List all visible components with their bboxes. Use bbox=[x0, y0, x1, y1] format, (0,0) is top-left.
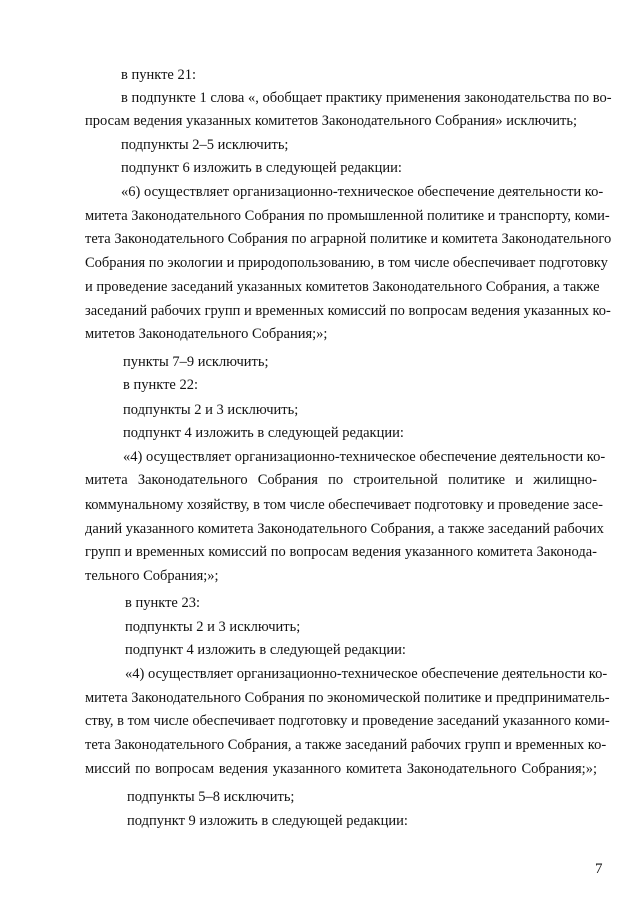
text-line: даний указанного комитета Законодательного Собрания, а также заседаний рабочих bbox=[85, 521, 604, 537]
text-line: подпункт 6 изложить в следующей редакции: bbox=[121, 160, 402, 176]
text-line: тельного Собрания;»; bbox=[85, 568, 219, 584]
text-line: и проведение заседаний указанных комитетов Законодательного Собрания, а также bbox=[85, 279, 600, 295]
text-line: митета Законодательного Собрания по промышленной политике и транспорту, коми- bbox=[85, 208, 610, 224]
text-line: ству, в том числе обеспечивает подготовку и проведение заседаний указанного коми- bbox=[85, 713, 610, 729]
text-line: тета Законодательного Собрания по аграрной политике и комитета Законодательного bbox=[85, 231, 612, 247]
text-line: в пункте 23: bbox=[125, 595, 201, 611]
text-line: подпункты 5–8 исключить; bbox=[127, 789, 295, 805]
text-line: коммунальному хозяйству, в том числе обеспечивает подготовку и проведение засе- bbox=[85, 497, 603, 513]
text-line: подпункты 2 и 3 исключить; bbox=[125, 619, 301, 635]
text-line: подпункт 9 изложить в следующей редакции: bbox=[127, 813, 408, 829]
text-line: тета Законодательного Собрания, а также заседаний рабочих групп и временных ко- bbox=[85, 737, 607, 753]
text-line: митета Законодательного Собрания по экономической политике и предприниматель- bbox=[85, 690, 610, 706]
text-line: в пункте 22: bbox=[123, 377, 199, 393]
text-line: митета Законодательного Собрания по строительной политике и жилищно- bbox=[85, 472, 597, 488]
text-line: просам ведения указанных комитетов Законодательного Собрания» исключить; bbox=[85, 113, 577, 129]
text-line: в подпункте 1 слова «, обобщает практику применения законодательства по во- bbox=[121, 90, 612, 106]
text-line: групп и временных комиссий по вопросам ведения указанного комитета Законода- bbox=[85, 544, 597, 560]
text-line: подпункт 4 изложить в следующей редакции: bbox=[125, 642, 406, 658]
page-number: 7 bbox=[595, 861, 603, 877]
text-line: миссий по вопросам ведения указанного комитета Законодательного Собрания;»; bbox=[85, 761, 597, 777]
text-line: «4) осуществляет организационно-техническое обеспечение деятельности ко- bbox=[125, 666, 608, 682]
text-line: подпункты 2 и 3 исключить; bbox=[123, 402, 299, 418]
text-line: «6) осуществляет организационно-техническое обеспечение деятельности ко- bbox=[121, 184, 604, 200]
text-line: Собрания по экологии и природопользованию, в том числе обеспечивает подготовку bbox=[85, 255, 608, 271]
text-line: подпункт 4 изложить в следующей редакции: bbox=[123, 425, 404, 441]
text-line: митетов Законодательного Собрания;»; bbox=[85, 326, 328, 342]
text-line: «4) осуществляет организационно-техническое обеспечение деятельности ко- bbox=[123, 449, 606, 465]
text-line: пункты 7–9 исключить; bbox=[123, 354, 269, 370]
text-line: заседаний рабочих групп и временных комиссий по вопросам ведения указанных ко- bbox=[85, 303, 611, 319]
text-line: подпункты 2–5 исключить; bbox=[121, 137, 289, 153]
text-line: в пункте 21: bbox=[121, 67, 197, 83]
